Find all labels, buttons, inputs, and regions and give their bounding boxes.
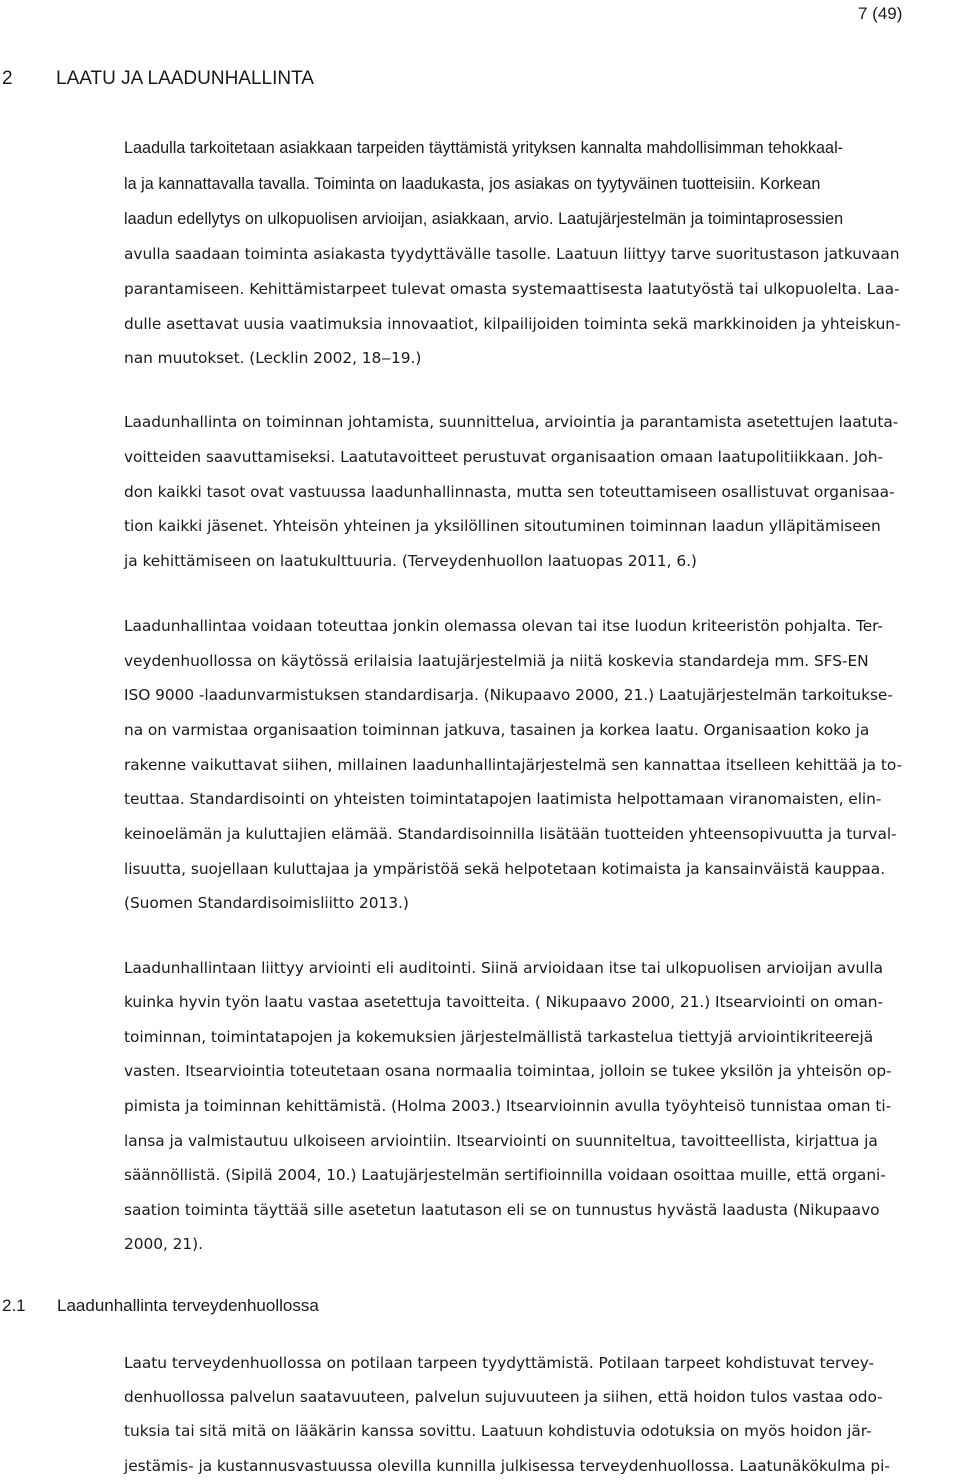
text-line: teuttaa. Standardisointi on yhteisten toimintatapojen laatimista helpottamaan viranomaisten, elin-: [124, 790, 882, 808]
text-line: säännöllistä. (Sipilä 2004, 10.) Laatujärjestelmän sertifioinnilla voidaan osoittaa muille, että organi-: [124, 1166, 886, 1184]
text-line: Laadunhallinta on toiminnan johtamista, suunnittelua, arviointia ja parantamista asetettujen laatuta-: [124, 413, 899, 431]
text-line: nan muutokset. (Lecklin 2002, 18‒19.): [124, 349, 422, 367]
text-line: ja kehittämiseen on laatukulttuuria. (Terveydenhuollon laatuopas 2011, 6.): [124, 552, 697, 570]
text-line: laadun edellytys on ulkopuolisen arvioijan, asiakkaan, arvio. Laatujärjestelmän ja toimintaprosessien: [124, 210, 844, 228]
text-line: vasten. Itsearviointia toteutetaan osana normaalia toimintaa, jolloin se tukee yksilön ja yhteisön op-: [124, 1062, 892, 1080]
text-line: tuksia tai sitä mitä on lääkärin kanssa sovittu. Laatuun kohdistuvia odotuksia on myös hoidon jär-: [124, 1422, 872, 1440]
text-line: rakenne vaikuttavat siihen, millainen laadunhallintajärjestelmä sen kannattaa itselleen kehittää ja to-: [124, 756, 903, 774]
text-line: avulla saadaan toiminta asiakasta tyydyttävälle tasolle. Laatuun liittyy tarve suoritustason jatkuvaan: [124, 245, 900, 263]
text-line: lansa ja valmistautuu ulkoiseen arviointiin. Itsearviointi on suunniteltua, tavoitteellista, kirjattua ja: [124, 1132, 878, 1150]
text-line: voitteiden saavuttamiseksi. Laatutavoitteet perustuvat organisaation omaan laatupolitiikkaan. Joh-: [124, 448, 883, 466]
text-line: 2000, 21).: [124, 1235, 203, 1253]
section-number: 2: [2, 68, 13, 89]
text-line: Laadulla tarkoitetaan asiakkaan tarpeiden täyttämistä yrityksen kannalta mahdollisimman tehokkaal-: [124, 139, 844, 157]
subsection-title: Laadunhallinta terveydenhuollossa: [57, 1296, 319, 1315]
text-line: denhuollossa palvelun saatavuuteen, palvelun sujuvuuteen ja siihen, että hoidon tulos vastaa odo-: [124, 1388, 883, 1406]
page-number: 7 (49): [858, 4, 903, 23]
text-line: na on varmistaa organisaation toiminnan jatkuva, tasainen ja korkea laatu. Organisaation koko ja: [124, 721, 870, 739]
text-line: Laadunhallintaan liittyy arviointi eli auditointi. Siinä arvioidaan itse tai ulkopuolisen arvioijan avulla: [124, 959, 883, 977]
text-line: ISO 9000 -laadunvarmistuksen standardisarja. (Nikupaavo 2000, 21.) Laatujärjestelmän tarkoitukse-: [124, 686, 893, 704]
text-line: tion kaikki jäsenet. Yhteisön yhteinen ja yksilöllinen sitoutuminen toiminnan laadun ylläpitämiseen: [124, 517, 881, 535]
text-line: kuinka hyvin työn laatu vastaa asetettuja tavoitteita. ( Nikupaavo 2000, 21.) Itsearviointi on oman-: [124, 993, 883, 1011]
text-line: (Suomen Standardisoimisliitto 2013.): [124, 894, 409, 912]
text-line: parantamiseen. Kehittämistarpeet tulevat omasta systemaattisesta laatutyöstä tai ulkopuolelta. Laa-: [124, 280, 900, 298]
text-line: lisuutta, suojellaan kuluttajaa ja ympäristöä sekä helpotetaan kotimaista ja kansainväistä kauppaa.: [124, 860, 886, 878]
text-line: Laadunhallintaa voidaan toteuttaa jonkin olemassa olevan tai itse luodun kriteeristön pohjalta. Ter-: [124, 617, 883, 635]
text-line: pimista ja toiminnan kehittämistä. (Holma 2003.) Itsearvioinnin avulla työyhteisö tunnistaa oman ti-: [124, 1097, 892, 1115]
text-line: saation toiminta täyttää sille asetetun laatutason eli se on tunnustus hyvästä laadusta (Nikupaavo: [124, 1201, 880, 1219]
text-line: jestämis- ja kustannusvastuussa olevilla kunnilla julkisessa terveydenhuollossa. Laatunäkökulma pi-: [124, 1457, 890, 1475]
text-line: toiminnan, toimintatapojen ja kokemuksien järjestelmällistä tarkastelua tiettyjä arviointikriteerejä: [124, 1028, 874, 1046]
text-line: Laatu terveydenhuollossa on potilaan tarpeen tyydyttämistä. Potilaan tarpeet kohdistuvat tervey-: [124, 1354, 875, 1372]
text-line: dulle asettavat uusia vaatimuksia innovaatiot, kilpailijoiden toiminta sekä markkinoiden ja yhteiskun-: [124, 315, 901, 333]
text-line: don kaikki tasot ovat vastuussa laadunhallinnasta, mutta sen toteuttamiseen osallistuvat organisaa-: [124, 483, 895, 501]
text-line: veydenhuollossa on käytössä erilaisia laatujärjestelmiä ja niitä koskevia standardeja mm. SFS-EN: [124, 652, 869, 670]
text-line: la ja kannattavalla tavalla. Toiminta on laadukasta, jos asiakas on tyytyväinen tuotteisiin. Korkean: [124, 175, 821, 193]
text-line: keinoelämän ja kuluttajien elämää. Standardisoinnilla lisätään tuotteiden yhteensopivuutta ja turval-: [124, 825, 897, 843]
subsection-number: 2.1: [2, 1296, 26, 1315]
section-title: LAATU JA LAADUNHALLINTA: [56, 68, 314, 89]
